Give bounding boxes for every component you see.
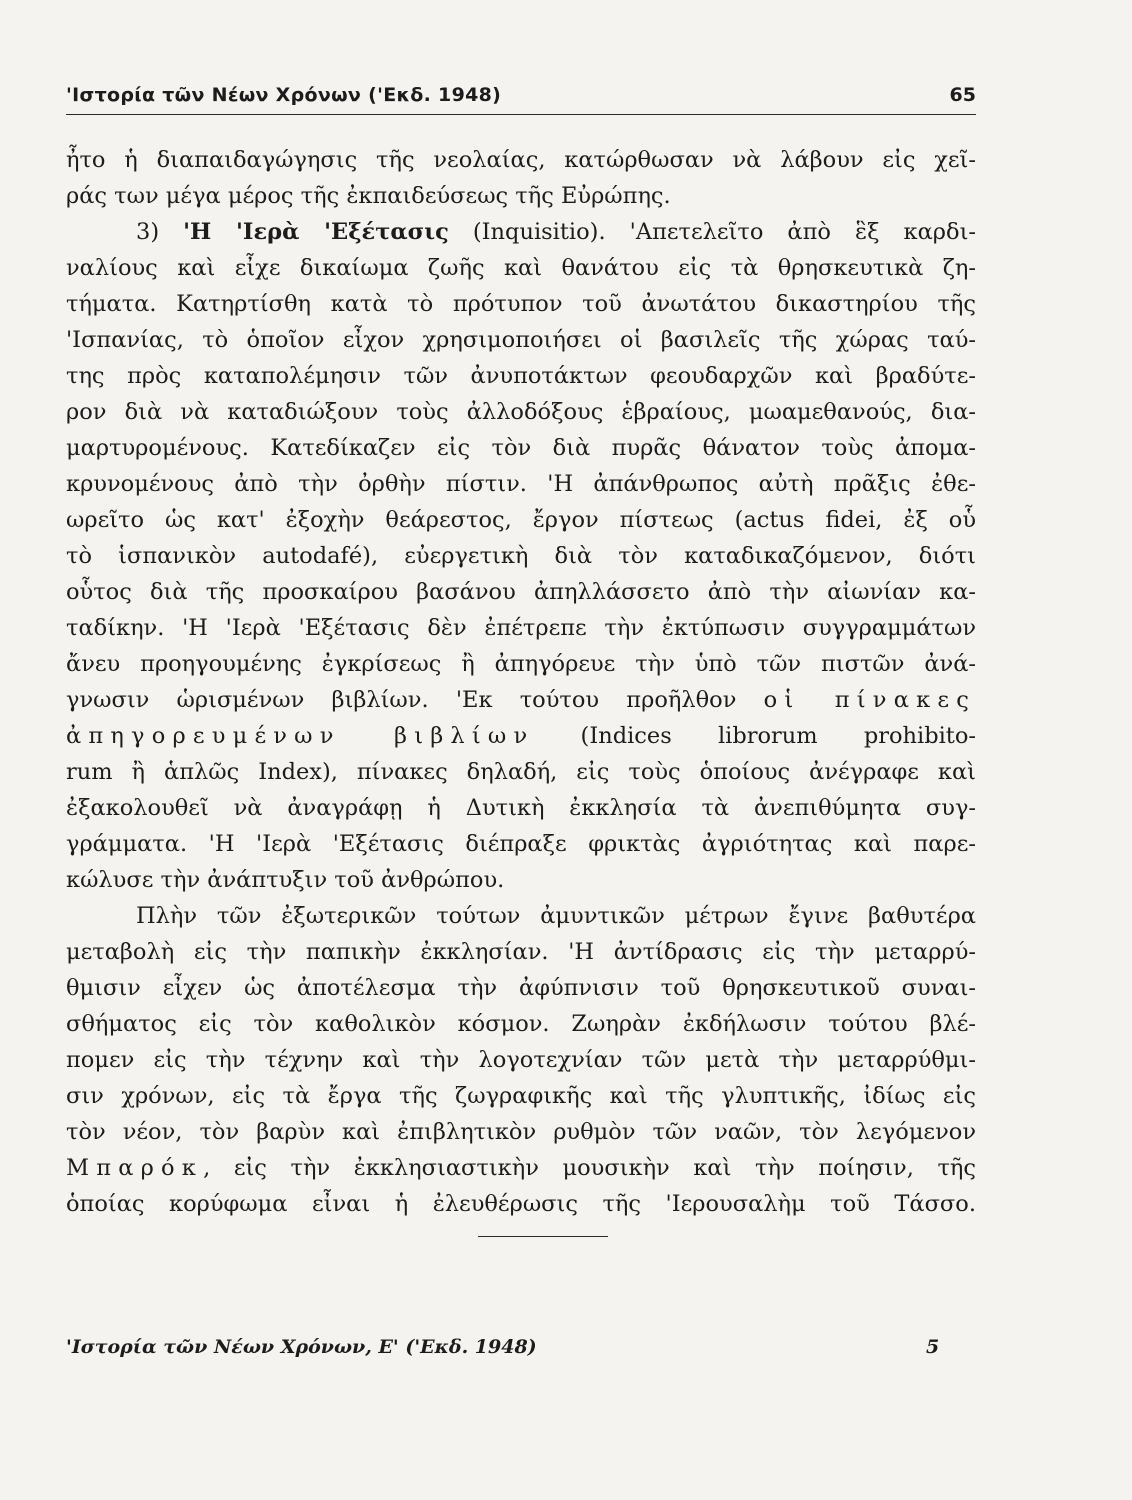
text-line: ρον διὰ νὰ καταδιώξουν τοὺς ἀλλοδόξους ἑβραίους, μωαμεθανούς, δια- <box>66 399 976 425</box>
section-divider <box>478 1236 608 1237</box>
text-line: μεταβολὴ εἰς τὴν παπικὴν ἐκκλησίαν. 'Η ἀντίδρασις εἰς τὴν μεταρρύ- <box>66 939 976 965</box>
running-title: 'Ιστορία τῶν Νέων Χρόνων ('Εκδ. 1948) <box>66 84 502 106</box>
text-line <box>66 682 976 718</box>
text-line <box>66 718 976 754</box>
text-line: σιν χρόνων, εἰς τὰ ἔργα τῆς ζωγραφικῆς καὶ τῆς γλυπτικῆς, ἰδίως εἰς <box>66 1083 976 1109</box>
section-title: 'Η 'Ιερὰ 'Εξέτασις <box>183 219 449 245</box>
text-line: ὁποίας κορύφωμα εἶναι ἡ ἐλευθέρωσις τῆς 'Ιερουσαλὴμ τοῦ Τάσσο. <box>66 1191 976 1217</box>
text-line: γράμματα. 'Η 'Ιερὰ 'Εξέτασις διέπραξε φρικτὰς ἀγριότητας καὶ παρε- <box>66 831 976 857</box>
text-segment: γνωσιν ὡρισμένων βιβλίων. 'Εκ τούτου προῆλθον <box>66 687 764 713</box>
text-line: τὸ ἱσπανικὸν autodafé), εὐεργετικὴ διὰ τὸν καταδικαζόμενον, διότι <box>66 543 976 569</box>
text-line: ἐξακολουθεῖ νὰ ἀναγράφῃ ἡ Δυτικὴ ἐκκλησία τὰ ἀνεπιθύμητα συγ- <box>66 795 976 821</box>
text-line <box>66 1150 976 1186</box>
text-line: ράς των μέγα μέρος τῆς ἐκπαιδεύσεως τῆς Εὐρώπης. <box>66 183 671 209</box>
spaced-term: Μπαρόκ <box>66 1155 204 1181</box>
text-line: της πρὸς καταπολέμησιν τῶν ἀνυποτάκτων φεουδαρχῶν καὶ βραδύτε- <box>66 363 976 389</box>
text-segment: , εἰς τὴν ἐκκλησιαστικὴν μουσικὴν καὶ τὴν ποίησιν, τῆς <box>203 1155 976 1181</box>
text-line: Πλὴν τῶν ἐξωτερικῶν τούτων ἀμυντικῶν μέτρων ἔγινε βαθυτέρα <box>136 903 976 929</box>
text-line: ἄνευ προηγουμένης ἐγκρίσεως ἢ ἀπηγόρευε τὴν ὑπὸ τῶν πιστῶν ἀνά- <box>66 651 976 677</box>
text-line: ταδίκην. 'Η 'Ιερὰ 'Εξέτασις δὲν ἐπέτρεπε τὴν ἐκτύπωσιν συγγραμμάτων <box>66 615 976 641</box>
section-heading-rest: (Inquisitio). 'Απετελεῖτο ἀπὸ ἓξ καρδι- <box>448 219 976 245</box>
sheet-number: 5 <box>926 1336 940 1358</box>
text-line: σθήματος εἰς τὸν καθολικὸν κόσμον. Ζωηρὰν ἐκδήλωσιν τούτου βλέ- <box>66 1011 976 1037</box>
page-number: 65 <box>949 84 976 106</box>
text-line: κώλυσε τὴν ἀνάπτυξιν τοῦ ἀνθρώπου. <box>66 867 505 893</box>
section-number: 3) <box>136 219 160 245</box>
text-line: τὸν νέον, τὸν βαρὺν καὶ ἐπιβλητικὸν ρυθμὸν τῶν ναῶν, τὸν λεγόμενον <box>66 1119 976 1145</box>
text-line: πομεν εἰς τὴν τέχνην καὶ τὴν λογοτεχνίαν τῶν μετὰ τὴν μεταρρύθμι- <box>66 1047 976 1073</box>
text-line: θμισιν εἶχεν ὡς ἀποτέλεσμα τὴν ἀφύπνισιν τοῦ θρησκευτικοῦ συναι- <box>66 975 976 1001</box>
text-line: τήματα. Κατηρτίσθη κατὰ τὸ πρότυπον τοῦ ἀνωτάτου δικαστηρίου τῆς <box>66 291 976 317</box>
text-line: μαρτυρομένους. Κατεδίκαζεν εἰς τὸν διὰ πυρᾶς θάνατον τοὺς ἀπομα- <box>66 435 976 461</box>
printer-signature: 'Ιστορία τῶν Νέων Χρόνων, Ε' ('Εκδ. 1948) <box>66 1336 537 1358</box>
body-text <box>66 142 976 1222</box>
text-line: ναλίους καὶ εἶχε δικαίωμα ζωῆς καὶ θανάτου εἰς τὰ θρησκευτικὰ ζη- <box>66 255 976 281</box>
text-line: ωρεῖτο ὡς κατ' ἐξοχὴν θεάρεστος, ἔργον πίστεως (actus fidei, ἐξ οὗ <box>66 507 976 533</box>
section-heading-line <box>66 214 976 250</box>
spaced-term: ἀπηγορευμένων βιβλίων <box>66 723 535 749</box>
text-line: ἦτο ἡ διαπαιδαγώγησις τῆς νεολαίας, κατώρθωσαν νὰ λάβουν εἰς χεῖ- <box>66 147 976 173</box>
running-header <box>66 84 976 115</box>
spaced-term: οἱ πίνακες <box>763 687 977 713</box>
text-line: κρυνομένους ἀπὸ τὴν ὀρθὴν πίστιν. 'Η ἀπάνθρωπος αὐτὴ πρᾶξις ἐθε- <box>66 471 976 497</box>
text-line: οὗτος διὰ τῆς προσκαίρου βασάνου ἀπηλλάσσετο ἀπὸ τὴν αἰωνίαν κα- <box>66 579 976 605</box>
text-segment: (Indices librorum prohibito- <box>534 723 976 749</box>
text-line: rum ἢ ἁπλῶς Index), πίνακες δηλαδή, εἰς τοὺς ὁποίους ἀνέγραφε καὶ <box>66 759 976 785</box>
text-line: 'Ισπανίας, τὸ ὁποῖον εἶχον χρησιμοποιήσει οἱ βασιλεῖς τῆς χώρας ταύ- <box>66 327 976 353</box>
